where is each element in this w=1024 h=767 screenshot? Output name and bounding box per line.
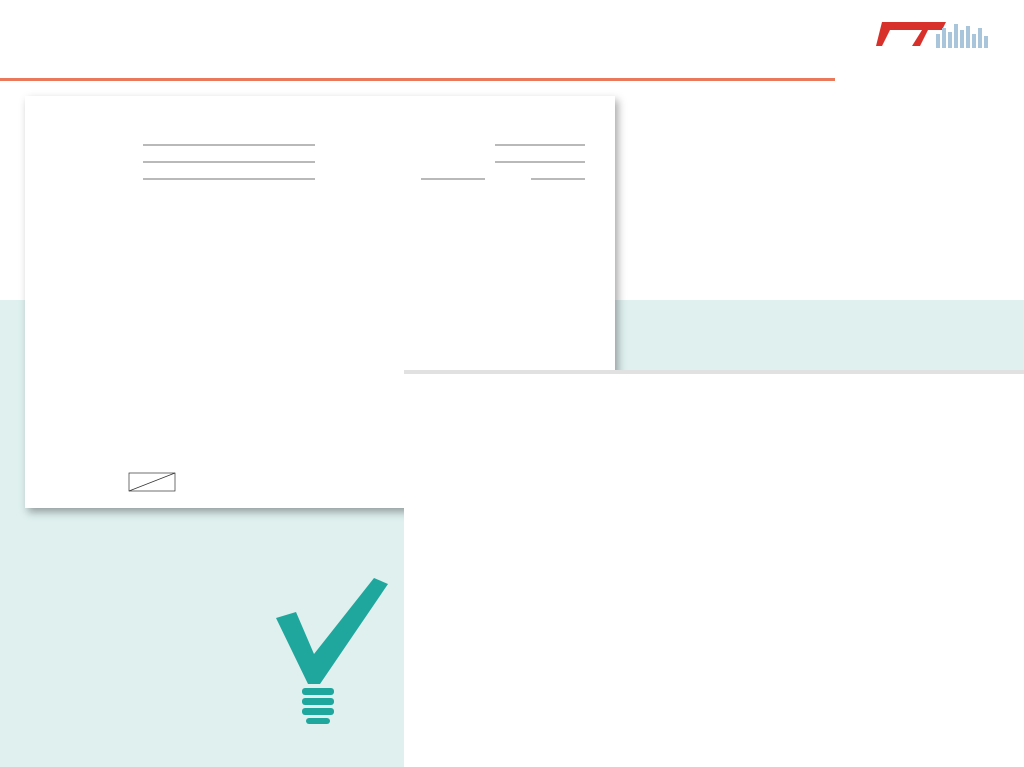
- advantages-box: [404, 374, 1024, 767]
- title-divider: [0, 78, 835, 81]
- pt-logo-icon: [876, 14, 1006, 74]
- checkmark-bulb-icon: [270, 576, 390, 726]
